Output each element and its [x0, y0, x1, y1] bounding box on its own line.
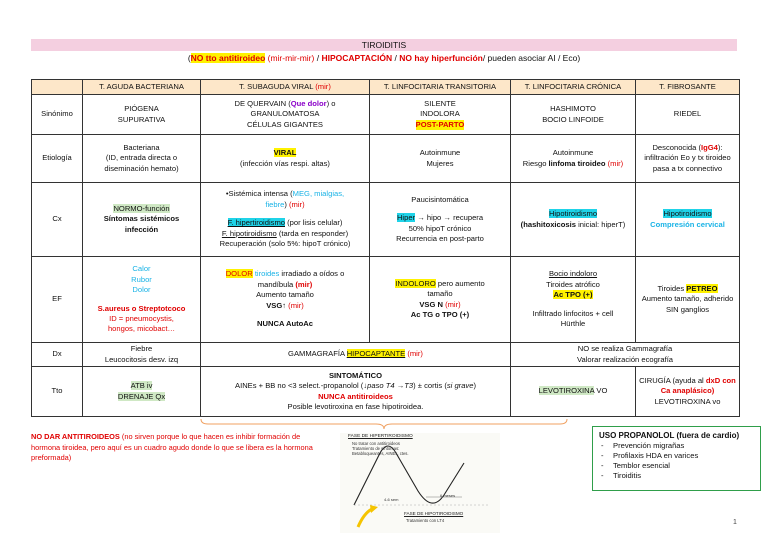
page-subtitle — [31, 52, 737, 64]
cell-line: Valorar realización ecografía — [576, 354, 674, 364]
cell-fibrosante — [636, 183, 740, 257]
cell-transitoria — [370, 95, 511, 135]
cell-line: hongos, micobact… — [107, 324, 176, 334]
text-run: (hashitoxicosis — [520, 219, 576, 229]
text-run: (tarda en responder) — [276, 228, 349, 238]
table-row-dx — [32, 343, 740, 367]
cell-line: Síntomas sistémicos — [103, 214, 180, 224]
cell-line: (ID, entrada directa o — [105, 153, 178, 163]
brace-annotation — [200, 418, 568, 430]
text-run: dxD con — [705, 375, 736, 385]
figure-line: Betabloqueantes, AINEs, ctes. — [352, 451, 409, 456]
cell-line: Compresión cervical — [650, 219, 725, 229]
text-run: pero aumento — [435, 278, 485, 288]
text-run: (mir) — [288, 300, 304, 310]
header-transitoria: T. LINFOCITARIA TRANSITORIA — [370, 80, 511, 95]
text-run: DE QUERVAIN ( — [234, 98, 291, 108]
cell-line: infección — [124, 224, 159, 234]
text-run: ): — [717, 142, 723, 152]
text-run: F. hipotiroidismo — [221, 228, 277, 238]
subtitle-no-tto: NO tto antitiroideo — [190, 53, 266, 63]
text-run: Riesgo — [522, 158, 549, 168]
text-run: HIPOCAPTANTE — [346, 349, 406, 359]
text-run: Hipotiroidismo — [548, 209, 598, 219]
cell-line — [372, 300, 508, 310]
cell-line — [203, 301, 367, 311]
row-label: Dx — [32, 343, 83, 367]
text-run: VSG N — [419, 299, 446, 309]
table-row-sinonimo — [32, 95, 740, 135]
cell-line: diseminación hemato) — [104, 163, 179, 173]
spacer — [203, 311, 367, 319]
header-subaguda-label: T. SUBAGUDA VIRAL — [239, 81, 316, 91]
cell-line: SIN ganglios — [665, 304, 710, 314]
subtitle-sep: / — [392, 53, 400, 63]
text-run: Desconocida ( — [652, 142, 701, 152]
cell-subaguda — [201, 95, 370, 135]
cell-gammagrafia — [201, 343, 511, 367]
text-run: → hipo → recupera — [415, 213, 484, 223]
cell-line — [85, 204, 198, 214]
row-label: Tto — [32, 367, 83, 417]
figure-bottom-text: Tratamiento con LT4 — [406, 518, 445, 523]
cell-line: Leucocitosis desv. izq — [104, 354, 179, 364]
cell-line: LEVOTIROXINA vo — [654, 396, 721, 406]
cell-line: BOCIO LINFOIDE — [542, 114, 604, 124]
cell-line: NUNCA AutoAc — [257, 319, 313, 329]
cell-aguda — [83, 343, 201, 367]
row-label: Cx — [32, 183, 83, 257]
text-run: DOLOR — [225, 269, 253, 279]
cell-line: INDOLORA — [420, 109, 460, 119]
cell-line: Ac TG o TPO (+) — [410, 309, 470, 319]
text-run: tiroides — [252, 269, 280, 279]
text-run: VSG↑ — [266, 300, 289, 310]
cell-line — [513, 290, 633, 300]
text-run: (mir) — [445, 299, 461, 309]
propanolol-list — [613, 441, 754, 481]
header-cronica: T. LINFOCITARIA CRÓNICA — [511, 80, 636, 95]
figure-text — [352, 441, 492, 456]
row-label: Sinónimo — [32, 95, 83, 135]
text-run: ) o — [326, 98, 336, 108]
text-run: ↓paso T4 →T3 — [363, 381, 414, 391]
cell-line: Recuperación (solo 5%: hipoT crónico) — [219, 239, 351, 249]
cell-no-gammagrafia — [511, 343, 740, 367]
cell-line: pasa a tx connectivo — [652, 163, 723, 173]
cell-line: 50% hipoT crónico — [408, 223, 472, 233]
cell-line: Calor — [132, 264, 151, 274]
cell-line: Infiltrado linfocitos + cell — [532, 308, 614, 318]
cell-subaguda — [201, 257, 370, 343]
cell-line — [372, 279, 508, 289]
text-run: GAMMAGRAFÍA — [288, 349, 347, 359]
cell-line — [638, 209, 737, 219]
list-item: - Profilaxis HDA en varices — [613, 451, 754, 461]
propanolol-title: USO PROPANOLOL (fuera de cardio) — [599, 431, 740, 440]
cell-line: Posible levotiroxina en fase hipotiroidea. — [287, 401, 424, 411]
page-title: TIROIDITIS — [31, 39, 737, 51]
cell-line: Dolor — [132, 285, 151, 295]
cell-line — [203, 99, 367, 109]
spacer — [203, 210, 367, 218]
spacer — [513, 301, 633, 309]
table-row-ef — [32, 257, 740, 343]
text-run: Hipotiroidismo — [663, 209, 712, 219]
cell-subaguda — [201, 183, 370, 257]
header-fibrosante: T. FIBROSANTE — [636, 80, 740, 95]
cell-fibrosante — [636, 367, 740, 417]
cell-line — [203, 269, 367, 279]
propanolol-box — [592, 426, 761, 491]
cell-line: SILENTE — [424, 98, 456, 108]
text-run: (mir) — [605, 158, 624, 168]
cell-aguda — [83, 135, 201, 183]
cell-line: ID = pneumocystis, — [109, 313, 174, 323]
text-run: (mir) — [405, 349, 423, 359]
cell-sintomatico — [201, 367, 511, 417]
header-subaguda — [201, 80, 370, 95]
text-run: irradiado a oídos o — [279, 269, 345, 279]
cell-line — [203, 280, 367, 290]
cell-line: Rubor — [131, 274, 152, 284]
cell-aguda — [83, 95, 201, 135]
cell-fibrosante — [636, 135, 740, 183]
note-text: (no sirven porque lo que hacen es inhibir formación de hormona tiroidea, pero aquí es un cuadro agudo donde lo que se libera es la hormona preformada) — [31, 432, 313, 462]
thyroiditis-table — [31, 79, 740, 417]
cell-transitoria — [370, 135, 511, 183]
page-number: 1 — [733, 519, 737, 526]
figure-bottom-title: FASE DE HIPOTIROIDISMO — [404, 511, 464, 516]
cell-line: Aumento tamaño, adherido — [641, 294, 734, 304]
cell-line — [203, 381, 508, 391]
row-label: EF — [32, 257, 83, 343]
cell-line — [203, 189, 367, 199]
cell-line — [203, 218, 367, 228]
subtitle-no-hiper: NO hay hiperfunción — [399, 53, 483, 63]
figure-axis-label: 6 meses — [440, 493, 456, 498]
list-item: - Temblor esencial — [613, 461, 754, 471]
cell-fibrosante: RIEDEL — [636, 95, 740, 135]
text-run: INDOLORO — [395, 278, 436, 288]
list-item: - Tiroiditis — [613, 471, 754, 481]
text-run: CIRUGÍA (ayuda al — [639, 375, 706, 385]
table-row-tto — [32, 367, 740, 417]
cell-line: Autoinmune — [419, 148, 461, 158]
cell-cronica — [511, 367, 636, 417]
cell-line: CÉLULAS GIGANTES — [247, 119, 323, 129]
cell-line — [638, 143, 737, 153]
cell-fibrosante — [636, 257, 740, 343]
subtitle-open: ( — [187, 53, 191, 63]
text-run: linfoma tiroideo — [548, 158, 606, 168]
note-bold: NO DAR ANTITIROIDEOS — [31, 432, 120, 441]
subtitle-rest: / pueden asociar AI / Eco) — [482, 53, 581, 63]
text-run: inicial: hiperT) — [575, 219, 626, 229]
text-run: LEVOTIROXINA — [538, 386, 595, 396]
cell-line — [203, 200, 367, 210]
cell-line: HASHIMOTO — [550, 104, 596, 114]
cell-line: SUPURATIVA — [117, 114, 166, 124]
text-run: ) — [284, 199, 290, 209]
text-run: si grave — [446, 381, 474, 391]
cell-line: Hürthle — [560, 319, 586, 329]
text-run: Bocio indoloro — [548, 269, 598, 279]
cell-aguda — [83, 367, 201, 417]
text-run: MEG, mialgias, — [292, 189, 345, 199]
cell-line — [513, 209, 633, 219]
text-run: PETREO — [686, 283, 718, 293]
header-aguda: T. AGUDA BACTERIANA — [83, 80, 201, 95]
cell-line: S.aureus o Streptotcoco — [97, 303, 186, 313]
header-subaguda-mir: (mir) — [315, 81, 331, 91]
cell-subaguda — [201, 135, 370, 183]
cell-line — [372, 213, 508, 223]
cell-line: NUNCA antitiroideos — [318, 391, 393, 401]
text-run: •Sistémica intensa ( — [225, 189, 293, 199]
text-run: NORMO-función — [113, 203, 170, 213]
spacer — [85, 296, 198, 304]
antitiroideos-note — [31, 432, 317, 464]
text-run: VIRAL — [273, 148, 297, 158]
cell-line: tamaño — [427, 289, 453, 299]
table-header-row — [32, 80, 740, 95]
cell-line — [513, 269, 633, 279]
cell-line — [203, 229, 367, 239]
cell-line — [513, 220, 633, 230]
text-run: ) ± cortis ( — [413, 381, 447, 391]
text-run: ) — [473, 381, 476, 391]
table-row-cx — [32, 183, 740, 257]
text-run: Que dolor — [290, 98, 327, 108]
cell-transitoria — [370, 183, 511, 257]
text-run: fiebre — [265, 199, 285, 209]
header-empty — [32, 80, 83, 95]
table-row-etiologia — [32, 135, 740, 183]
cell-cronica — [511, 257, 636, 343]
text-run: Hiper — [396, 213, 416, 223]
text-run: (mir) — [289, 199, 305, 209]
cell-cronica — [511, 135, 636, 183]
figure-line: Tratamiento de síntomas: — [352, 446, 400, 451]
figure-line: No tratar con antitiroideos — [352, 441, 400, 446]
cell-line: SINTOMÁTICO — [328, 370, 382, 380]
spacer — [372, 205, 508, 213]
subtitle-hipocaptacion: HIPOCAPTACIÓN — [321, 53, 393, 63]
thyroid-phase-figure — [340, 433, 500, 533]
cell-line: Fiebre — [130, 344, 153, 354]
text-run: Tiroides — [657, 283, 687, 293]
cell-line: Ca anaplásico) — [660, 386, 715, 396]
cell-line: NO se realiza Gammagrafía — [577, 344, 673, 354]
text-run: mandíbula — [257, 279, 296, 289]
text-run: (por lisis celular) — [285, 218, 343, 228]
cell-line — [203, 148, 367, 158]
cell-cronica — [511, 183, 636, 257]
cell-line: Bacteriana — [123, 142, 160, 152]
text-run: DRENAJE Qx — [117, 391, 166, 401]
row-label: Etiología — [32, 135, 83, 183]
figure-title: FASE DE HIPERTIROIDISMO — [348, 434, 413, 439]
cell-line: Aumento tamaño — [256, 290, 314, 300]
text-run: (mir) — [295, 279, 313, 289]
subtitle-sep: / — [314, 53, 322, 63]
cell-transitoria — [370, 257, 511, 343]
list-item: - Prevención migrañas — [613, 441, 754, 451]
cell-line — [85, 381, 198, 391]
cell-line: GRANULOMATOSA — [250, 109, 320, 119]
cell-line — [638, 376, 737, 386]
cell-aguda — [83, 183, 201, 257]
cell-line: Autoinmune — [552, 148, 594, 158]
text-run: Ac TPO (+) — [553, 290, 593, 300]
cell-line — [638, 284, 737, 294]
cell-aguda — [83, 257, 201, 343]
text-run: ATB iv — [130, 381, 153, 391]
cell-cronica — [511, 95, 636, 135]
text-run: VO — [594, 386, 608, 396]
cell-line: infiltración Eo y tx tiroideo — [644, 153, 731, 163]
text-run: IgG4 — [701, 142, 718, 152]
cell-line: Recurrencia en post-parto — [396, 233, 484, 243]
cell-line: (infección vías respi. altas) — [240, 158, 330, 168]
cell-line: POST-PARTO — [415, 119, 465, 129]
text-run: F. hipertiroidismo — [227, 218, 285, 228]
cell-line: PIÓGENA — [124, 104, 159, 114]
cell-line — [85, 392, 198, 402]
figure-axis-label: 4-6 sem — [384, 497, 399, 502]
cell-line — [513, 159, 633, 169]
cell-line: Tiroides atrófico — [546, 279, 600, 289]
text-run: AINEs + BB no <3 select.-propanolol ( — [235, 381, 364, 391]
cell-line: Mujeres — [426, 158, 454, 168]
subtitle-mir: (mir-mir-mir) — [265, 53, 315, 63]
cell-line: Paucisintomática — [411, 194, 469, 204]
